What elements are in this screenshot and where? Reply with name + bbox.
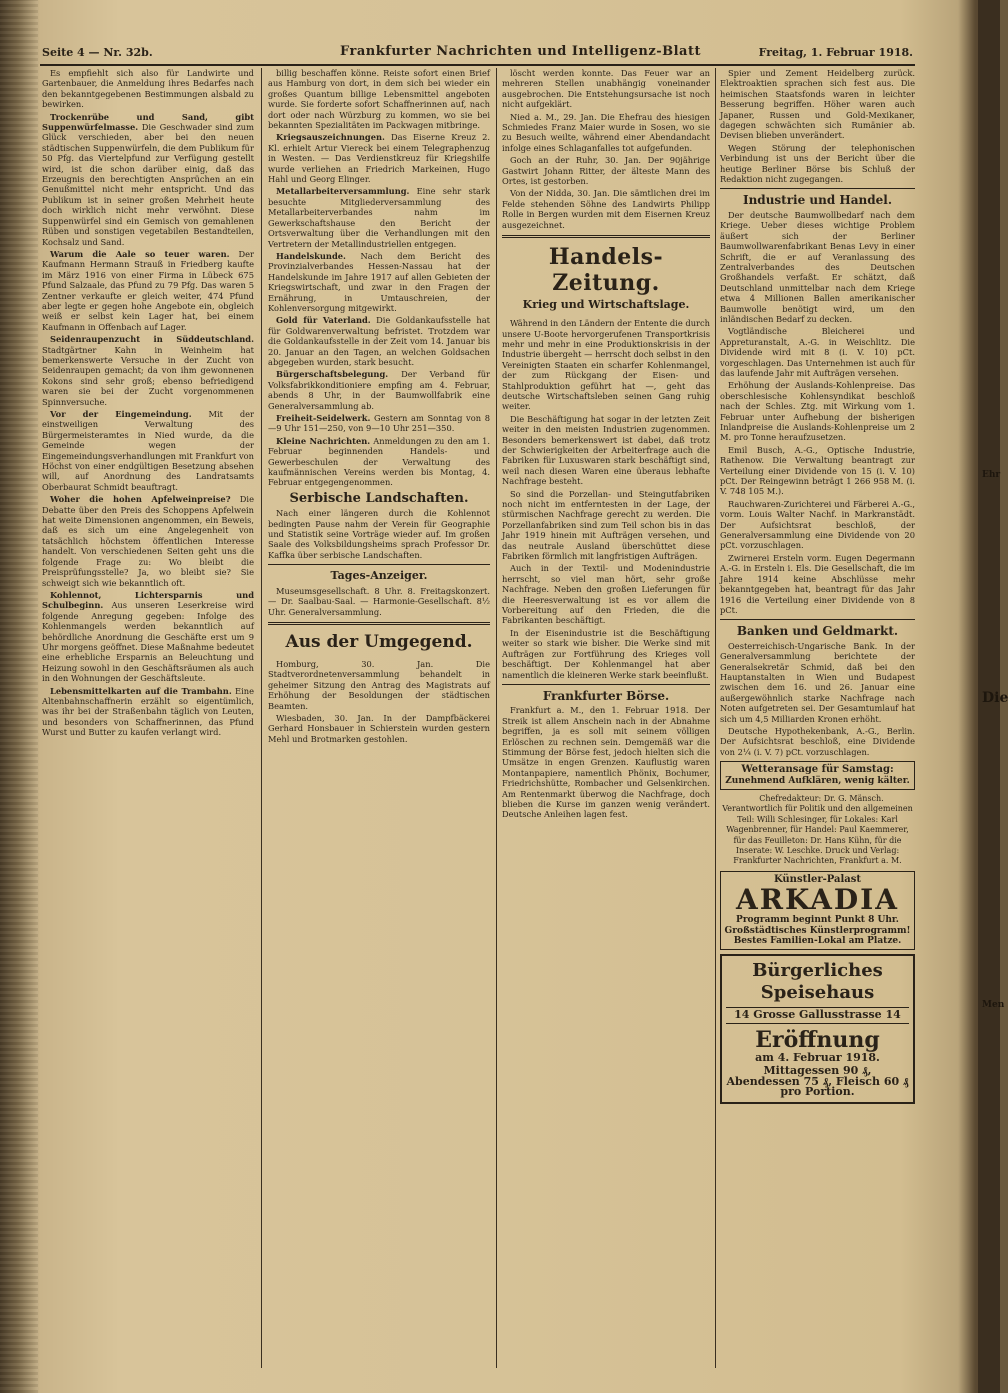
article-text: Warum die Aale so teuer waren. Der Kaufmann Hermann Strauß in Friedberg kaufte im März 1916 von einer Firma in Lübeck 675 Pfund Salzaale, das Pfund zu 79 Pfg. Das waren 5 Zentner verkaufte er gleich weiter, 474 Pfund aber legte er gegen hohe Angebote ein, obgleich weiß er selbst kein Lager hat, bei einem Kaufmann in Offenbach auf Lager. [42, 248, 254, 332]
adjacent-page-text: Ehr [982, 470, 1001, 480]
issue-date: Freitag, 1. Februar 1918. [758, 46, 913, 59]
article-text: In der Eisenindustrie ist die Beschäftigung weiter so stark wie bisher. Die Werke sind mit Aufträgen zur Fortführung des Krieges voll beschäftigt. Der Kohlenmangel hat aber namentlich die kleineren Werke stark beeinflußt. [502, 627, 710, 680]
divider [502, 235, 710, 238]
article-text: Die Beschäftigung hat sogar in der letzten Zeit weiter in den meisten Industrien zugenommen. Besonders bemerkenswert ist dabei, daß trotz der Schwierigkeiten der Arbeiterfrage auch die Fabriken für Luxuswaren stark beschäftigt sind, weil nach diesen Waren eine überaus lebhafte Nachfrage besteht. [502, 413, 710, 487]
ad-date: am 4. Februar 1918. [755, 1050, 880, 1064]
article-heading: Kriegsauszeichnungen. [276, 132, 385, 143]
section-heading: Tages-Anzeiger. [330, 569, 428, 583]
column-4 [720, 68, 915, 1368]
weather-box [720, 761, 915, 790]
article-heading: Woher die hohen Apfelweinpreise? [50, 494, 231, 505]
ad-line: Bestes Familien-Lokal am Platze. [733, 936, 902, 947]
ad-heading: Künstler-Palast [773, 873, 862, 885]
column-1 [42, 68, 254, 1368]
masthead-title: Frankfurter Nachrichten und Intelligenz-Blatt [340, 44, 701, 59]
article-text: Vogtländische Bleicherei und Appreturanstalt, A.-G. in Weischlitz. Die Dividende wird mit 8 (i. V. 10) pCt. vorgeschlagen. Das Unternehmen ist auch für das laufende Jahr mit Aufträgen versehen. [720, 326, 915, 378]
article-heading: Seidenraupenzucht in Süddeutschland. [50, 334, 254, 345]
newspaper-sheet [40, 30, 915, 1375]
article-text: Trockenrübe und Sand, gibt Suppenwürfelmasse. Die Geschwader sind zum Glück verschieden, aber bei den neuen städtischen Suppenwürfeln, die dem Publikum für 50 Pfg. das Viertelpfund zur Verfügung gestellt wird, ist die schon darüber einig, daß das Erzeugnis den berechtigten Ansprüchen an ein Genußmittel nicht mehr entspricht. Und das Publikum ist in seiner großen Mehrheit heute doch wirklich nicht mehr verwöhnt. Diese Suppenwürfel sind ein Gemisch von gemahlenen Rüben und sonstigen vegetabilen Bestandteilen, Kochsalz und Sand. [42, 111, 254, 247]
article-text: Lebensmittelkarten auf die Trambahn. Eine Altenbahnschaffnerin erzählt so eigentümlich, was ihr bei der Straßenbahn täglich von Leuten, und besonders von Schaffnerinnen, das Pfund Wurst und Butter zu kaufen verlangt wird. [42, 685, 254, 738]
article-text: Es empfiehlt sich also für Landwirte und Gartenbauer, die Anmeldung ihres Bedarfes nach den bekanntgegebenen Bestimmungen alsbald zu bewirken. [42, 68, 254, 110]
article-text: Homburg, 30. Jan. Die Stadtverordnetenversammlung behandelt in geheimer Sitzung den Antrag des Magistrats auf Erhöhung der Besoldungen der städtischen Beamten. [268, 658, 490, 711]
ad-address: 14 Grosse Gallusstrasse 14 [726, 1007, 909, 1023]
article-text: Goch an der Ruhr, 30. Jan. Der 90jährige Gastwirt Johann Ritter, der älteste Mann des Ortes, ist gestorben. [502, 155, 710, 187]
ad-line: Programm beginnt Punkt 8 Uhr. [736, 915, 899, 926]
article-text: Auch in der Textil- und Modenindustrie herrscht, so viel man hört, sehr große Nachfrage. Neben den großen Lieferungen für die Heeresverwaltung ist es vor allem die Vorbereitung auf den Frieden, die die Fabrikanten beschäftigt. [502, 563, 710, 626]
article-heading: Lebensmittelkarten auf die Trambahn. [50, 685, 232, 696]
article-text: Wegen Störung der telephonischen Verbindung ist uns der Bericht über die heutige Berliner Börse bis Schluß der Redaktion nicht zugegangen. [720, 142, 915, 185]
column-3 [502, 68, 710, 1368]
section-heading: Frankfurter Börse. [542, 688, 670, 703]
impressum: Chefredakteur: Dr. G. Mänsch. Verantwortlich für Politik und den allgemeinen Teil: Willi Schlesinger, für Lokales: Karl Wagenbrenner, für Handel: Paul Kaemmerer, für das Feuilleton: Dr. Hans Kühn, für die Inserate: W. Leschke. Druck und Verlag: Frankfurter Nachrichten, Frankfurt a. M. [722, 794, 913, 866]
section-heading: Aus der Umgegend. [285, 631, 473, 652]
article-text: Seidenraupenzucht in Süddeutschland. Stadtgärtner Kahn in Weinheim hat bemerkenswerte Versuche in der Zucht von Seidenraupen gemacht; da von ihm gewonnenen Kokons sind sehr groß; ebenso befriedigend waren sie bei der Zucht vorgenommenen Spinnversuche. [42, 334, 254, 407]
column-divider [261, 68, 262, 1368]
article-text: Freiheit-Seidelwerk. Gestern am Sonntag von 8—9 Uhr 151—250, von 9—10 Uhr 251—350. [268, 413, 490, 434]
advertisement-arkadia [720, 871, 915, 951]
article-text: Der deutsche Baumwollbedarf nach dem Kriege. Ueber dieses wichtige Problem äußert sich der Berliner Baumwollwarenfabrikant Benas Levy in einer Schrift, die er auf Veranlassung des Zentralverbandes des Deutschen Großhandels verfaßt. Er schätzt, daß Deutschland unmittelbar nach dem Kriege etwa 4 Millionen Ballen amerikanischer Baumwolle benötigt wird, um den inländischen Bedarf zu decken. [720, 209, 915, 324]
article-text: Oesterreichisch-Ungarische Bank. In der Generalversammlung berichtete der Generalsekretär Schmid, daß bei den Hauptanstalten in Wien und Budapest zwischen dem 16. und 26. Januar eine außergewöhnlich starke Nachfrage nach Noten aufgetreten sei. Der Gesamtumlauf hat sich um 4,5 Milliarden Kronen erhöht. [720, 640, 915, 724]
article-text: Kleine Nachrichten. Anmeldungen zu den am 1. Februar beginnenden Handels- und Gewerbeschulen der Verwaltung des kaufmännischen Vereins werden bis Montag, 4. Februar entgegengenommen. [268, 435, 490, 488]
article-text: Metallarbeiterversammlung. Eine sehr stark besuchte Mitgliederversammlung des Metallarbeiterverbandes nahm im Gewerkschaftshause den Bericht der Ortsverwaltung über die Verhandlungen mit den Vertretern der Metallindustriellen entgegen. [268, 186, 490, 249]
divider [502, 684, 710, 685]
article-text: So sind die Porzellan- und Steingutfabriken noch nicht im entferntesten in der Lage, der stürmischen Nachfrage gerecht zu werden. Die Porzellanfabriken sind zum Teil schon bis in das Jahr 1919 hinein mit Aufträgen versehen, und das neutrale Ausland überschüttet diese Fabriken förmlich mit langfristigen Aufträgen. [502, 488, 710, 562]
article-text: Emil Busch, A.-G., Optische Industrie, Rathenow. Die Verwaltung beantragt zur Verteilung einer Dividende von 15 (i. V. 10) pCt. Der Reingewinn beträgt 1 266 958 M. (i. V. 748 105 M.). [720, 444, 915, 497]
article-text: löscht werden konnte. Das Feuer war an mehreren Stellen unabhängig voneinander ausgebrochen. Die Entstehungsursache ist noch nicht aufgeklärt. [502, 68, 710, 110]
article-text: Erhöhung der Auslands-Kohlenpreise. Das oberschlesische Kohlensyndikat beschloß nach der Schles. Ztg. mit Wirkung vom 1. Februar unter Aufhebung der bisherigen Inlandpreise die Auslands-Kohlenpreise um 2 M. pro Tonne heraufzusetzen. [720, 380, 915, 443]
article-text: Von der Nidda, 30. Jan. Die sämtlichen drei im Felde stehenden Söhne des Landwirts Philipp Rolle in Bergen wurden mit dem Eisernen Kreuz ausgezeichnet. [502, 188, 710, 230]
article-text: billig beschaffen könne. Reiste sofort einen Brief aus Hamburg von dort, in dem sich bei wieder ein großes Quantum billige Lebensmittel angeboten wurde. Sie forderte sofort Schaffnerinnen auf, nach dort oder nach Würzburg zu kommen, wo sie bei bekannten Spezialitäten im Packwagen mitbringe. [268, 68, 490, 131]
divider [268, 564, 490, 565]
divider [268, 622, 490, 625]
article-text: Bürgerschaftsbelegung. Der Verband für Volksfabrikkonditioniere empfing am 4. Februar, abends 8 Uhr, in der Baumwollfabrik eine Generalversammlung ab. [268, 369, 491, 411]
book-binding [0, 0, 38, 1393]
article-text: Zwirnerei Ersteln vorm. Eugen Degermann A.-G. in Ersteln i. Els. Die Gesellschaft, die im Jahre 1914 keine Abschlüsse mehr bekanntgegeben hat, beantragt für das Jahr 1916 die Verteilung einer Dividende von 8 pCt. [720, 552, 915, 615]
section-heading: Handels-Zeitung. [548, 244, 664, 297]
article-text: Wiesbaden, 30. Jan. In der Dampfbäckerei Gerhard Honsbauer in Schierstein wurden gestern Mehl und Brotmarken gestohlen. [268, 712, 490, 744]
page-number: Seite 4 — Nr. 32b. [42, 46, 153, 59]
article-text: Gold für Vaterland. Die Goldankaufsstelle hat für Goldwarenverwaltung befristet. Trotzdem war die Goldankaufsstelle in der Zeit vom 14. Januar bis 20. Januar an den Tagen, an welchen Goldsachen abgegeben wurden, stark besucht. [268, 315, 491, 367]
article-text: Nach einer längeren durch die Kohlennot bedingten Pause nahm der Verein für Geographie und Statistik seine Vorträge wieder auf. Im großen Saale des Volksbildungsheims sprach Professor Dr. Kaffka über serbische Landschaften. [268, 508, 490, 560]
article-heading: Bürgerschaftsbelegung. [276, 369, 389, 380]
article-text: Handelskunde. Nach dem Bericht des Provinzialverbandes Hessen-Nassau hat der Handelskunde im Jahre 1917 auf allen Gebieten der Kriegswirtschaft, und zwar in den Fragen der Ernährung, in Umtauschreien, der Kohlenversorgung mitgewirkt. [268, 250, 490, 313]
ad-opening: Eröffnung [755, 1026, 880, 1053]
section-heading: Banken und Geldmarkt. [736, 624, 899, 639]
article-text: Kohlennot, Lichtersparnis und Schulbeginn. Aus unseren Leserkreise wird folgende Anregung gegeben: Infolge des Kohlenmangels werden bekanntlich auf behördliche Anordnung die Geschäfte erst um 9 Uhr morgens geöffnet. Diese Maßnahme bedeutet eine erhebliche Ersparnis an Beleuchtung und Heizung sowohl in den Geschäftsräumen als auch in den Wohnungen der Geschäftsleute. [42, 589, 254, 684]
article-text: Spier und Zement Heidelberg zurück. Elektroaktien sprachen sich fest aus. Die heimischen Staatsfonds waren in leichter Besserung begriffen. Höher waren auch Japaner, Russen und Gold-Mexikaner, dagegen schwächten sich Rumänier ab. Devisen blieben unverändert. [720, 68, 915, 141]
article-heading: Handelskunde. [276, 250, 346, 261]
article-heading: Vor der Eingemeindung. [50, 409, 192, 419]
article-text: Während in den Ländern der Entente die durch unsere U-Boote hervorgerufenen Transportkrisis mehr und mehr in eine Produktionskrisis in der Industrie übergeht — herrscht doch selbst in den Vereinigten Staaten ein scharfer Kohlenmangel, der zum Rückgang der Eisen- und Stahlproduktion geführt hat —, geht das deutsche Wirtschaftsleben seinen Gang ruhig weiter. [502, 318, 710, 412]
article-heading: Freiheit-Seidelwerk. [276, 413, 371, 423]
ad-name: ARKADIA [735, 883, 900, 917]
ad-heading: Bürgerliches Speisehaus [752, 960, 883, 1004]
ad-prices: Mittagessen 90 ₰, Abendessen 75 ₰, Fleisch 60 ₰ pro Portion. [726, 1064, 909, 1099]
article-text: Rauchwaren-Zurichterei und Färberei A.-G., vorm. Louis Walter Nachf. in Markranstädt. Der Aufsichtsrat beschloß, der Generalversammlung eine Dividende von 20 pCt. vorzuschlagen. [720, 498, 915, 551]
article-text: Kriegsauszeichnungen. Das Eiserne Kreuz 2. Kl. erhielt Artur Viereck bei einem Telegraphenzug in Westen. — Das Verdienstkreuz für Kriegshilfe wurde verliehen an Friedrich Markeinen, Hugo Hahl und Georg Elinger. [268, 132, 491, 185]
article-text: Deutsche Hypothekenbank, A.-G., Berlin. Der Aufsichtsrat beschloß, eine Dividende von 2¼ (i. V. 7) pCt. vorzuschlagen. [720, 725, 915, 757]
article-heading: Kleine Nachrichten. [276, 435, 371, 446]
advertisement-speisehaus [720, 954, 915, 1103]
section-heading: Industrie und Handel. [742, 193, 893, 208]
adjacent-page-text: Men [982, 1000, 1005, 1010]
page-header [40, 44, 915, 66]
article-text: Woher die hohen Apfelweinpreise? Die Debatte über den Preis des Schoppens Apfelwein hat weite Dimensionen angenommen, ein Beweis, daß es sich um eine Angelegenheit von tatsächlich höchstem öffentlichen Interesse handelt. Von verschiedenen Seiten geht uns die folgende Frage zu: Wo bleibt die Preisprüfungsstelle? Ja, wo bleibt sie? Sie schweigt sich wie bekanntlich oft. [42, 494, 254, 588]
article-heading: Warum die Aale so teuer waren. [50, 248, 230, 259]
weather-heading: Wetteransage für Samstag: [741, 764, 894, 776]
article-heading: Kohlennot, Lichtersparnis und Schulbeginn. [42, 589, 254, 611]
article-heading: Trockenrübe und Sand, gibt Suppenwürfelmasse. [42, 111, 254, 133]
article-heading: Metallarbeiterversammlung. [276, 186, 410, 197]
article-heading: Gold für Vaterland. [276, 315, 371, 326]
divider [720, 188, 915, 189]
adjacent-page-text: Die [982, 690, 1008, 706]
article-text: Nied a. M., 29. Jan. Die Ehefrau des hiesigen Schmiedes Franz Maier wurde in Sosen, wo sie zu Besuch weilte, während einer Abendandacht infolge eines Schlaganfalles tot aufgefunden. [502, 111, 710, 153]
column-2 [268, 68, 490, 1368]
article-text: Frankfurt a. M., den 1. Februar 1918. Der Streik ist allem Anschein nach in der Abnahme begriffen, ja es soll mit seinem völligen Erlöschen zu rechnen sein. Demgemäß war die Stimmung der Börse fest, jedoch hielten sich die Umsätze in engen Grenzen. Kauflustig waren Montanpapiere, namentlich Phönix, Bochumer, Friedrichshütte, Rombacher und Gelsenkirchen. Am Rentenmarkt überwog die Nachfrage, doch blieben die Kurse im ganzen wenig verändert. Deutsche Anleihen lagen fest. [502, 705, 710, 820]
section-subheading: Krieg und Wirtschaftslage. [522, 298, 690, 312]
column-divider [496, 68, 497, 1368]
column-divider [715, 68, 716, 1368]
article-text: Vor der Eingemeindung. Mit der einstweiligen Verwaltung des Bürgermeisteramtes in Nied wurde, da die Gemeinde wegen der Eingemeindungsverhandlungen mit Frankfurt von Höchst von einer endgültigen Besetzung absehen will, auf Anordnung des Landratsamts Oberbaurat Schmidt beauftragt. [42, 409, 255, 492]
weather-forecast: Zunehmend Aufklären, wenig kälter. [725, 775, 910, 786]
article-text: Museumsgesellschaft. 8 Uhr. 8. Freitagskonzert. — Dr. Saalbau-Saal. — Harmonie-Gesellschaft. 8½ Uhr. Generalversammlung. [268, 585, 490, 617]
ad-line: Großstädtisches Künstlerprogramm! [724, 925, 911, 936]
divider [720, 619, 915, 620]
section-heading: Serbische Landschaften. [289, 490, 469, 506]
